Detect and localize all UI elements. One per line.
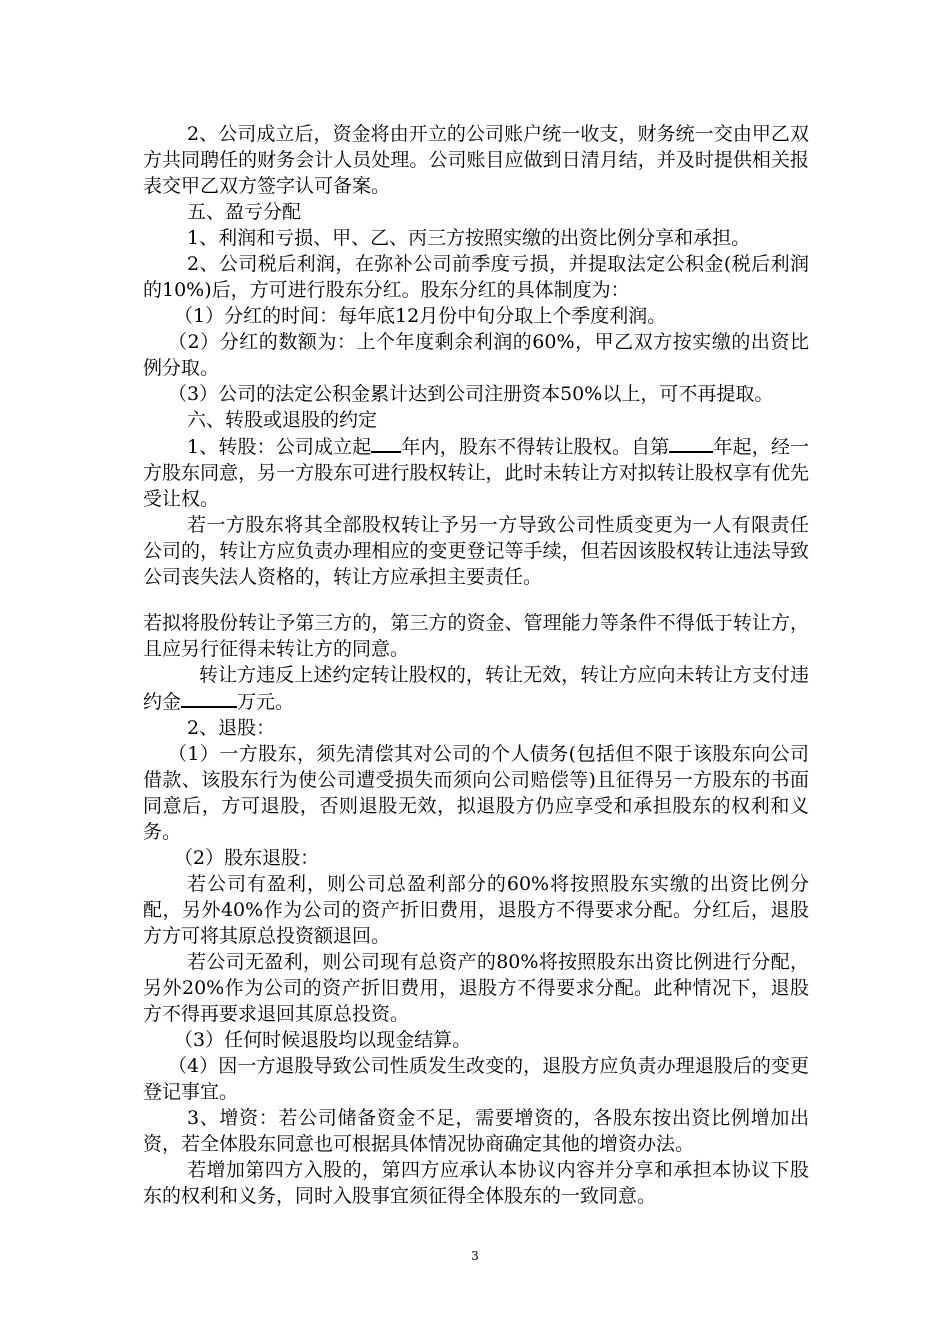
paragraph-withdrawal-without-profit: 若公司无盈利，则公司现有总资产的80%将按照股东出资比例进行分配，另外20%作为公司的资产折旧费用，退股方不得要求分配。此种情况下，退股方不得再要求退回其原总投资。 [143, 951, 809, 1025]
paragraph-cash-settlement: （3）任何时候退股均以现金结算。 [174, 1029, 472, 1051]
paragraph-profit-sharing: 1、利润和亏损、甲、乙、丙三方按照实缴的出资比例分享和承担。 [187, 227, 751, 249]
paragraph-transfer-rule [143, 433, 809, 512]
paragraph-after-tax-profit: 2、公司税后利润，在弥补公司前季度亏损，并提取法定公积金(税后利润的10%)后，方可进行股东分红。股东分红的具体制度为： [143, 253, 809, 301]
paragraph-registration-change: （4）因一方退股导致公司性质发生改变的，退股方应负责办理退股后的变更登记事宜。 [143, 1055, 809, 1103]
paragraph-withdrawal-with-profit: 若公司有盈利，则公司总盈利部分的60%将按照股东实缴的出资比例分配，另外40%作为公司的资产折旧费用，退股方不得要求分配。分红后，退股方方可将其原总投资额退回。 [143, 873, 809, 947]
paragraph-fourth-party: 若增加第四方入股的，第四方应承认本协议内容并分享和承担本协议下股东的权利和义务，同时入股事宜须征得全体股东的一致同意。 [143, 1159, 809, 1207]
transfer-text-part3: 年起，经一方股东同意，另一方股东可进行股权转让，此时未转让方对拟转让股权享有优先受让权。 [143, 436, 809, 510]
paragraph-account-management: 2、公司成立后，资金将由开立的公司账户统一收支，财务统一交由甲乙双方共同聘任的财务会计人员处理。公司账目应做到日清月结，并及时提供相关报表交甲乙双方签字认可备案。 [143, 123, 809, 197]
blank-years-field[interactable] [371, 433, 401, 453]
section-heading-profit-loss: 五、盈亏分配 [187, 201, 302, 223]
transfer-text-part1: 1、转股：公司成立起 [187, 436, 372, 458]
blank-start-year-field[interactable] [669, 433, 713, 453]
section-heading-share-transfer: 六、转股或退股的约定 [187, 409, 378, 431]
paragraph-capital-increase: 3、增资：若公司储备资金不足，需要增资的，各股东按出资比例增加出资，若全体股东同意也可根据具体情况协商确定其他的增资办法。 [143, 1107, 809, 1155]
paragraph-breach-penalty [143, 662, 809, 715]
penalty-text-part2: 万元。 [237, 691, 295, 713]
document-body [143, 121, 809, 1209]
paragraph-full-transfer: 若一方股东将其全部股权转让予另一方导致公司性质变更为一人有限责任公司的，转让方应负责办理相应的变更登记等手续，但若因该股权转让违法导致公司丧失法人资格的，转让方应承担主要责任。 [143, 514, 809, 588]
paragraph-dividend-amount: （2）分红的数额为：上个年度剩余利润的60%，甲乙双方按实缴的出资比例分取。 [143, 331, 809, 379]
paragraph-third-party-transfer: 若拟将股份转让予第三方的，第三方的资金、管理能力等条件不得低于转让方，且应另行征得未转让方的同意。 [143, 612, 809, 660]
paragraph-dividend-time: （1）分红的时间：每年底12月份中旬分取上个季度利润。 [174, 305, 667, 327]
transfer-text-part2: 年内，股东不得转让股权。自第 [401, 436, 670, 458]
penalty-text-part1: 转让方违反上述约定转让股权的，转让无效，转让方应向未转让方支付违约金 [143, 664, 809, 713]
page-number: 3 [471, 1249, 479, 1263]
blank-penalty-amount-field[interactable] [181, 688, 237, 708]
paragraph-withdrawal-subheading: （2）股东退股： [174, 847, 320, 869]
paragraph-withdrawal-conditions: （1）一方股东，须先清偿其对公司的个人债务(包括但不限于该股东向公司借款、该股东行为使公司遭受损失而须向公司赔偿等)且征得另一方股东的书面同意后，方可退股，否则退股无效，拟退股方仍应享受和承担股东的权利和义务。 [143, 743, 809, 843]
paragraph-withdrawal-heading: 2、退股： [187, 717, 276, 739]
paragraph-reserve-fund: （3）公司的法定公积金累计达到公司注册资本50%以上，可不再提取。 [168, 383, 774, 405]
